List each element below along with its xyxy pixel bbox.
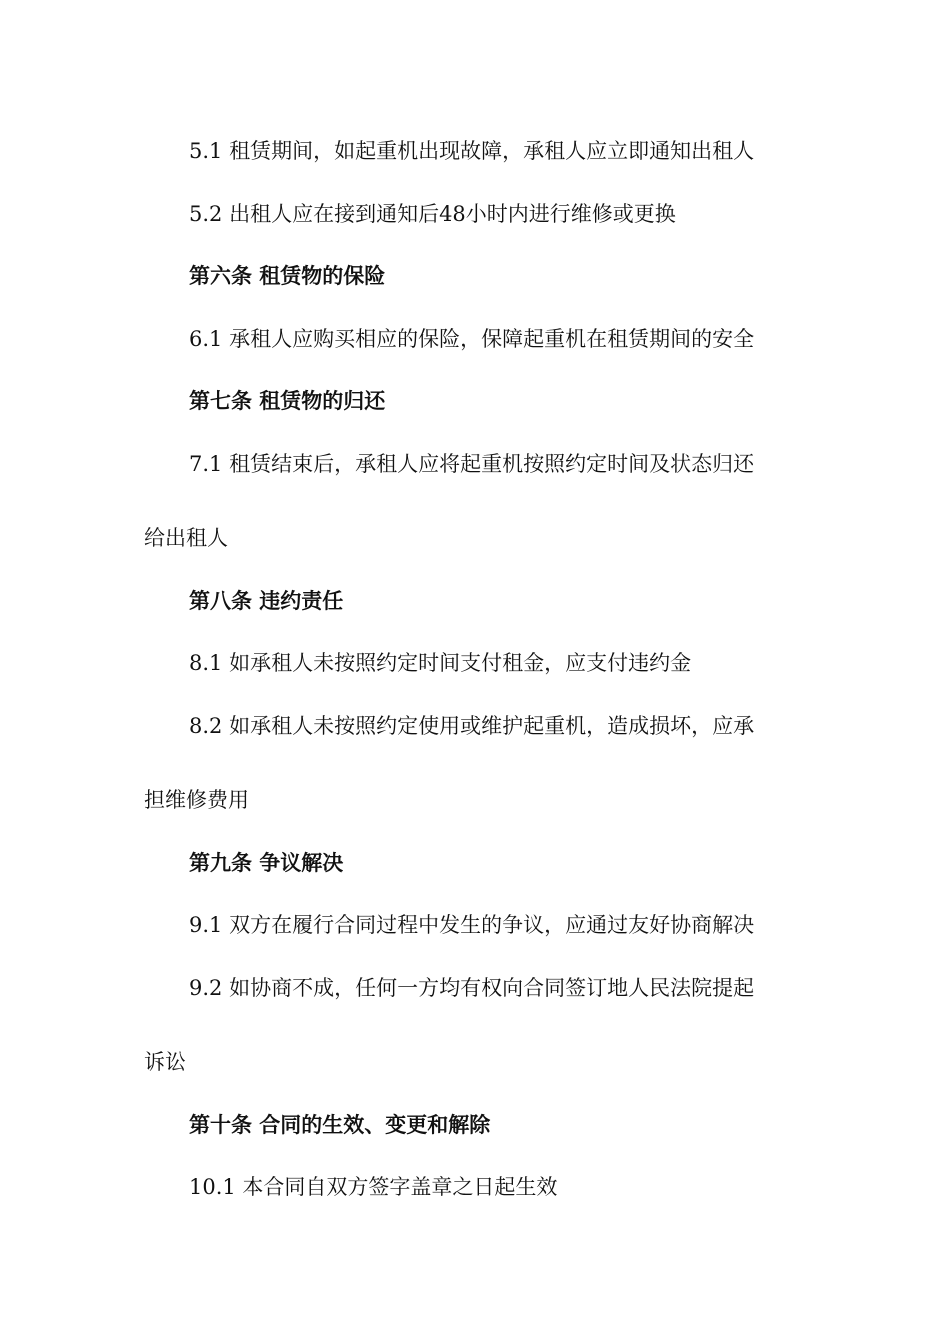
- article-8-heading: 第八条 违约责任: [189, 589, 344, 613]
- clause-10-1: 10.1 本合同自双方签字盖章之日起生效: [189, 1175, 558, 1199]
- clause-8-2: 8.2 如承租人未按照约定使用或维护起重机，造成损坏，应承: [189, 714, 755, 738]
- clause-9-2-continued: 诉讼: [144, 1050, 186, 1074]
- clause-5-2: 5.2 出租人应在接到通知后48小时内进行维修或更换: [189, 202, 676, 226]
- clause-7-1-continued: 给出租人: [144, 526, 228, 550]
- clause-8-1: 8.1 如承租人未按照约定时间支付租金，应支付违约金: [189, 651, 692, 675]
- clause-7-1: 7.1 租赁结束后，承租人应将起重机按照约定时间及状态归还: [189, 452, 755, 476]
- clause-9-1: 9.1 双方在履行合同过程中发生的争议，应通过友好协商解决: [189, 913, 755, 937]
- article-6-heading: 第六条 租赁物的保险: [189, 264, 386, 288]
- clause-8-2-continued: 担维修费用: [144, 788, 249, 812]
- clause-9-2: 9.2 如协商不成，任何一方均有权向合同签订地人民法院提起: [189, 976, 755, 1000]
- clause-5-1: 5.1 租赁期间，如起重机出现故障，承租人应立即通知出租人: [189, 139, 755, 163]
- article-9-heading: 第九条 争议解决: [189, 851, 344, 875]
- clause-6-1: 6.1 承租人应购买相应的保险，保障起重机在租赁期间的安全: [189, 327, 755, 351]
- article-7-heading: 第七条 租赁物的归还: [189, 389, 386, 413]
- article-10-heading: 第十条 合同的生效、变更和解除: [189, 1113, 491, 1137]
